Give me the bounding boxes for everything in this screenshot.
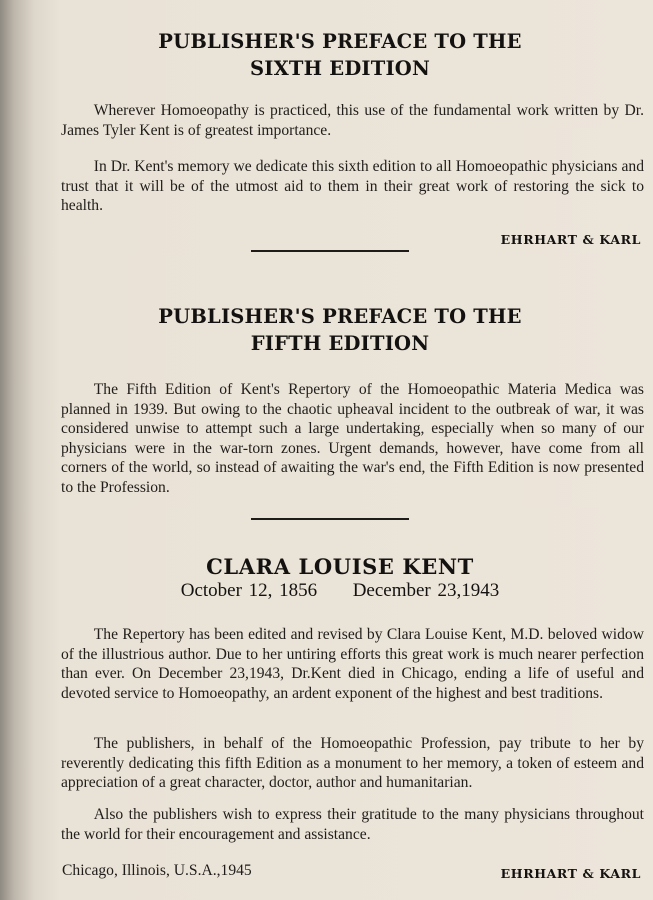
birth-date: October 12, 1856 <box>180 580 318 601</box>
fifth-paragraph-1: The Fifth Edition of Kent's Repertory of the Homoeopathic Materia Medica was planned in 1939. But owing to the chaotic upheaval incident to the outbreak of war, it was considered unwise to attempt such a large undertaking, especially when so many of our physicians were in the war-torn zones. Urgent demands, however, have come from all corners of the world, so instead of awaiting the war's end, the Fifth Edition is now presented to the Profession. <box>61 381 644 496</box>
section-divider-2 <box>251 518 409 520</box>
memorial-paragraph-2: The publishers, in behalf of the Homoeopathic Profession, pay tribute to her by reverently dedicating this fifth Edition as a monument to her memory, a token of esteem and appreciation of a great character, doctor, author and humanitarian. <box>61 735 644 792</box>
memorial-dates <box>60 580 620 602</box>
place-date: Chicago, Illinois, U.S.A.,1945 <box>62 862 252 879</box>
fifth-title-line2: FIFTH EDITION <box>250 332 430 355</box>
sixth-edition-title <box>60 28 620 82</box>
fifth-title-line1: PUBLISHER'S PREFACE TO THE <box>158 305 522 328</box>
memorial-paragraph-3: Also the publishers wish to express their gratitude to the many physicians throughout the world for their encouragement and assistance. <box>61 806 644 843</box>
sixth-paragraph-2: In Dr. Kent's memory we dedicate this sixth edition to all Homoeopathic physicians and trust that it will be of the utmost aid to them in their great work of restoring the sick to health. <box>61 158 644 215</box>
fifth-edition-title <box>60 303 620 357</box>
death-date: December 23,1943 <box>352 580 500 601</box>
memorial-paragraph-1: The Repertory has been edited and revised by Clara Louise Kent, M.D. beloved widow of the illustrious author. Due to her untiring efforts this great work is much nearer perfection than ever. On December 23,1943, Dr.Kent died in Chicago, ending a life of useful and devoted service to Homoeopathy, an ardent exponent of the highest and best traditions. <box>61 626 644 702</box>
memorial-name: CLARA LOUISE KENT <box>206 554 474 579</box>
memorial-signature: EHRHART & KARL <box>500 866 641 881</box>
sixth-title-line1: PUBLISHER'S PREFACE TO THE <box>158 30 522 53</box>
sixth-title-line2: SIXTH EDITION <box>250 57 430 80</box>
sixth-paragraph-1: Wherever Homoeopathy is practiced, this use of the fundamental work written by Dr. James Tyler Kent is of greatest importance. <box>61 102 644 139</box>
section-divider-1 <box>251 250 409 252</box>
sixth-signature: EHRHART & KARL <box>500 232 641 247</box>
